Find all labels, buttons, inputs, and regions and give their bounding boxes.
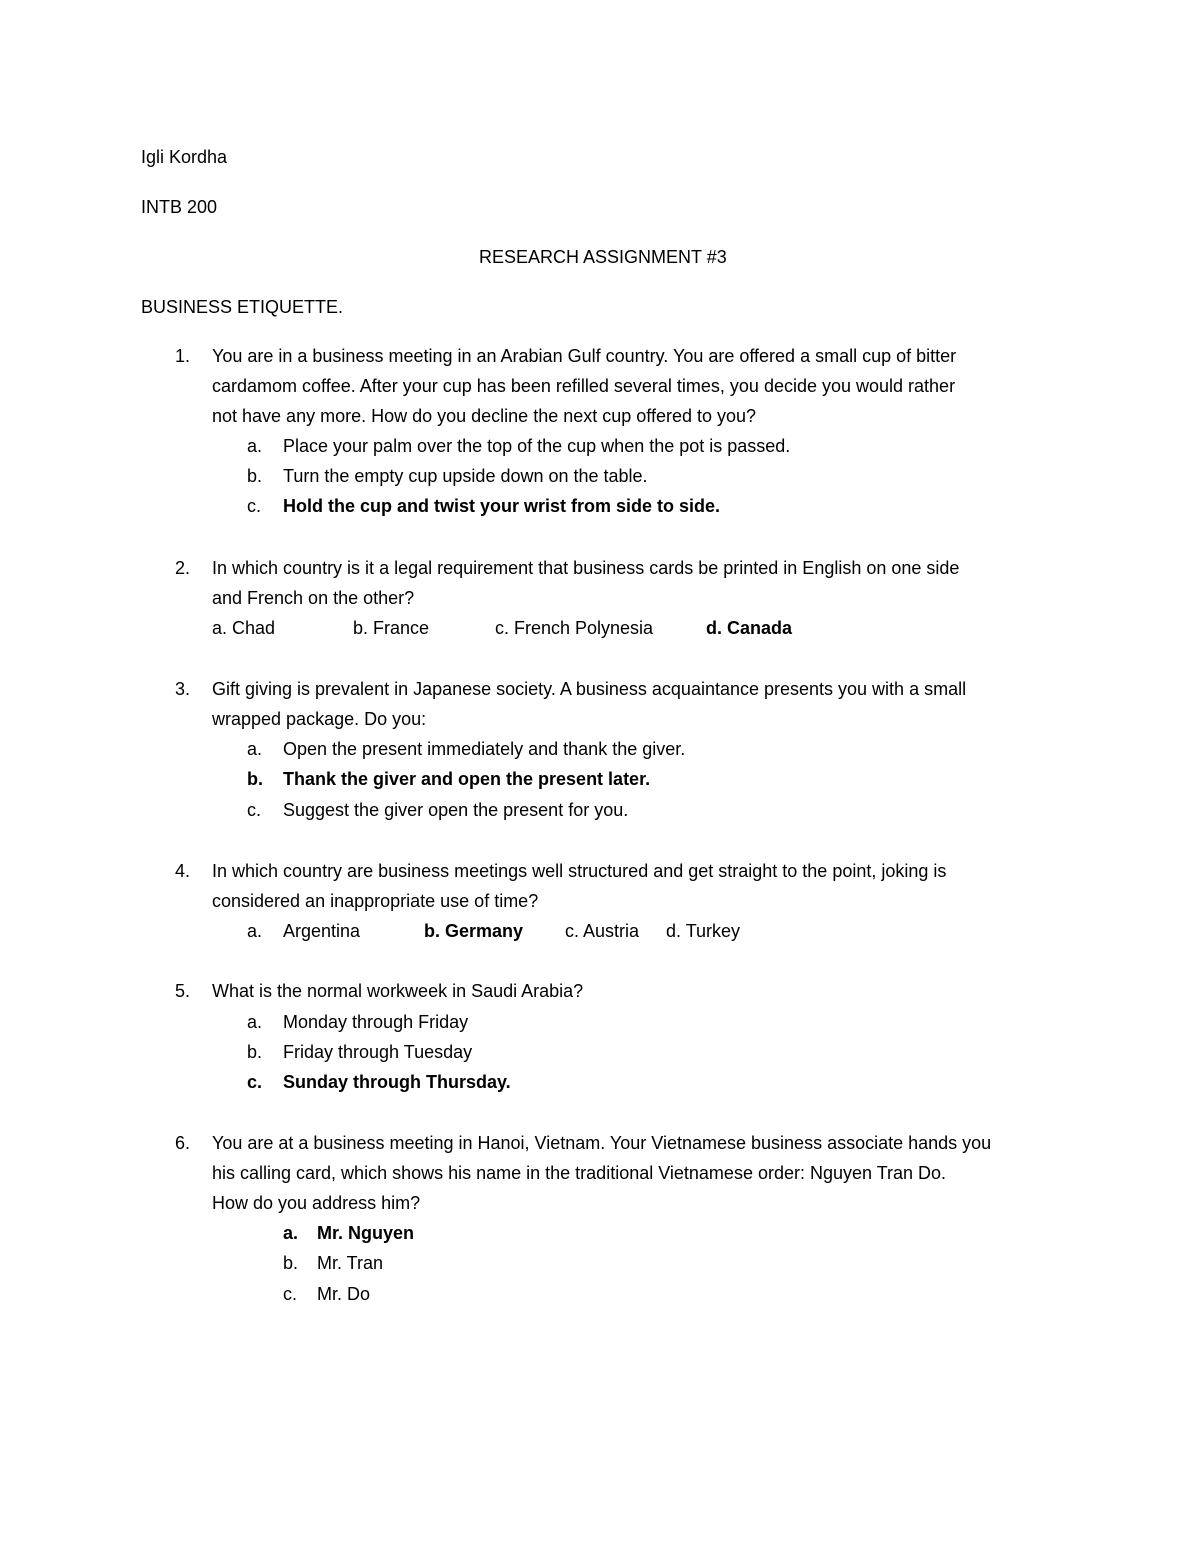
question-number: 6. bbox=[175, 1133, 191, 1153]
question-number: 3. bbox=[175, 679, 191, 699]
option-letter: b. bbox=[247, 769, 263, 789]
question-text: Gift giving is prevalent in Japanese society. A business acquaintance presents you with a small bbox=[212, 679, 967, 699]
correct-answer: b. Germany bbox=[424, 921, 524, 941]
correct-answer: Hold the cup and twist your wrist from side to side. bbox=[283, 496, 721, 516]
option-text: Friday through Tuesday bbox=[283, 1042, 473, 1062]
document-title: RESEARCH ASSIGNMENT #3 bbox=[479, 247, 727, 267]
question-text: and French on the other? bbox=[212, 588, 415, 608]
option-text: Monday through Friday bbox=[283, 1012, 469, 1032]
option-letter: b. bbox=[247, 1042, 263, 1062]
question-number: 4. bbox=[175, 861, 191, 881]
option-text: Place your palm over the top of the cup when the pot is passed. bbox=[283, 436, 791, 456]
author-name: Igli Kordha bbox=[141, 147, 228, 167]
correct-answer: Thank the giver and open the present later. bbox=[283, 769, 651, 789]
option-text: Mr. Do bbox=[317, 1284, 371, 1304]
option-text: Mr. Tran bbox=[317, 1253, 384, 1273]
option-letter: a. bbox=[247, 921, 263, 941]
option-letter: c. bbox=[283, 1284, 298, 1304]
correct-answer: Mr. Nguyen bbox=[317, 1223, 415, 1243]
option-letter: c. bbox=[247, 1072, 263, 1092]
section-heading: BUSINESS ETIQUETTE. bbox=[141, 297, 344, 317]
option-letter: b. bbox=[283, 1253, 299, 1273]
question-number: 1. bbox=[175, 346, 191, 366]
question-text: considered an inappropriate use of time? bbox=[212, 891, 539, 911]
option-text: c. French Polynesia bbox=[495, 618, 654, 638]
question-number: 5. bbox=[175, 981, 191, 1001]
option-text: Open the present immediately and thank the giver. bbox=[283, 739, 686, 759]
question-text: You are at a business meeting in Hanoi, Vietnam. Your Vietnamese business associate hands you bbox=[212, 1133, 992, 1153]
question-text: not have any more. How do you decline the next cup offered to you? bbox=[212, 406, 757, 426]
question-text: wrapped package. Do you: bbox=[212, 709, 427, 729]
question-text: In which country is it a legal requirement that business cards be printed in English on one side bbox=[212, 558, 960, 578]
course-code: INTB 200 bbox=[141, 197, 218, 217]
option-letter: a. bbox=[283, 1223, 299, 1243]
question-text: You are in a business meeting in an Arabian Gulf country. You are offered a small cup of bitter bbox=[212, 346, 957, 366]
option-text: Argentina bbox=[283, 921, 361, 941]
option-letter: c. bbox=[247, 800, 262, 820]
question-text: his calling card, which shows his name in the traditional Vietnamese order: Nguyen Tran Do. bbox=[212, 1163, 947, 1183]
question-text: In which country are business meetings well structured and get straight to the point, joking is bbox=[212, 861, 947, 881]
option-letter: b. bbox=[247, 466, 263, 486]
option-text: b. France bbox=[353, 618, 430, 638]
correct-answer: d. Canada bbox=[706, 618, 793, 638]
option-letter: a. bbox=[247, 436, 263, 456]
correct-answer: Sunday through Thursday. bbox=[283, 1072, 511, 1092]
question-text: How do you address him? bbox=[212, 1193, 421, 1213]
option-text: d. Turkey bbox=[666, 921, 741, 941]
question-text: What is the normal workweek in Saudi Arabia? bbox=[212, 981, 584, 1001]
question-number: 2. bbox=[175, 558, 191, 578]
option-letter: a. bbox=[247, 1012, 263, 1032]
option-text: Turn the empty cup upside down on the table. bbox=[283, 466, 648, 486]
option-letter: a. bbox=[247, 739, 263, 759]
question-text: cardamom coffee. After your cup has been refilled several times, you decide you would rather bbox=[212, 376, 956, 396]
option-letter: c. bbox=[247, 496, 262, 516]
option-text: c. Austria bbox=[565, 921, 640, 941]
option-text: a. Chad bbox=[212, 618, 276, 638]
option-text: Suggest the giver open the present for you. bbox=[283, 800, 629, 820]
